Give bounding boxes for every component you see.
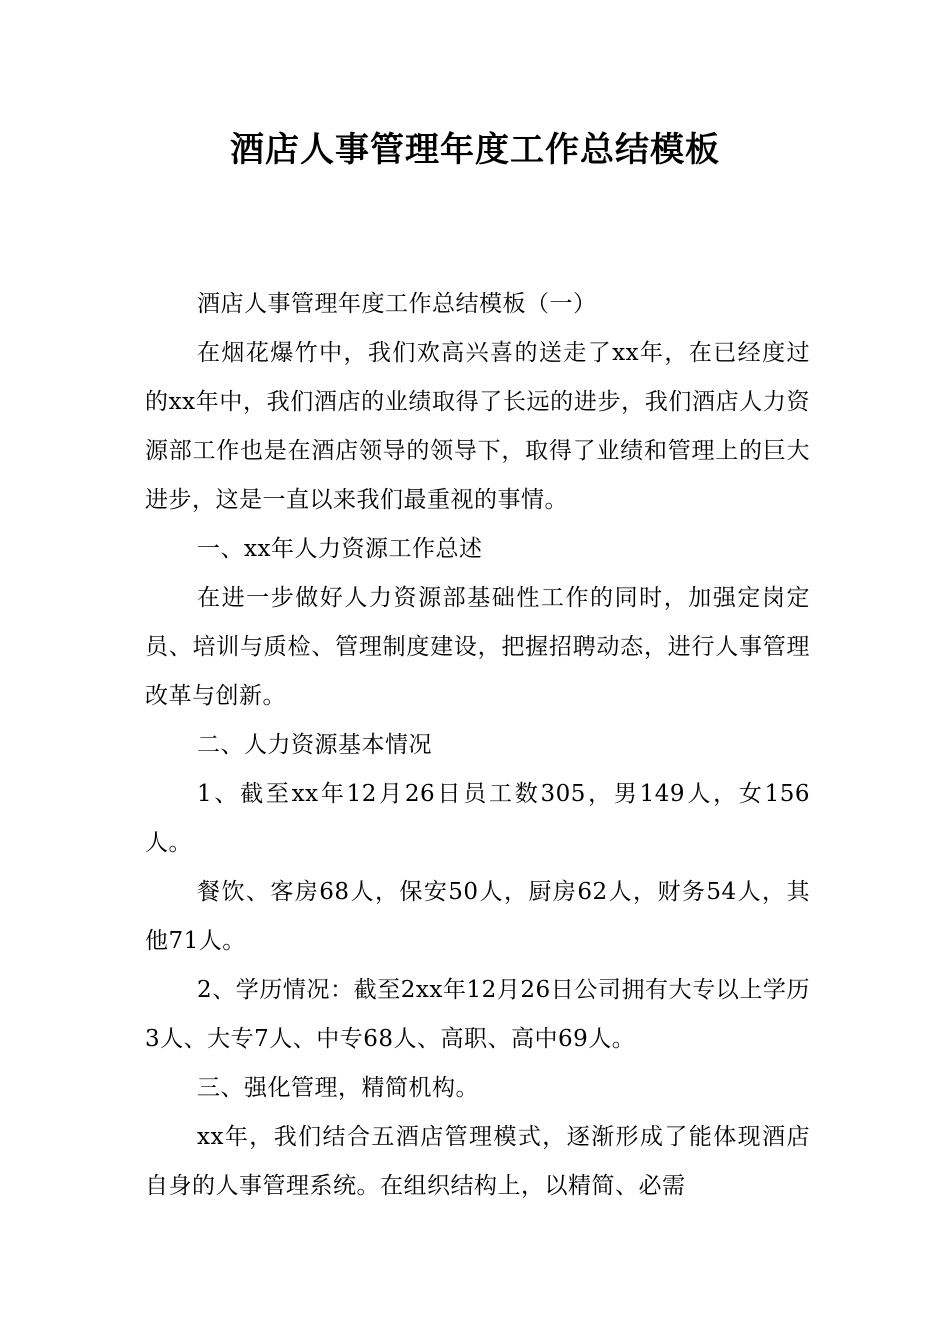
section-heading-management: 三、强化管理，精简机构。 — [197, 1075, 479, 1101]
overview-paragraph: 在进一步做好人力资源部基础性工作的同时，加强定岗定员、培训与质检、管理制度建设，把握招聘动态，进行人事管理改革与创新。 — [145, 585, 810, 709]
document-title: 酒店人事管理年度工作总结模板 — [230, 130, 720, 170]
section-heading-basic-situation: 二、人力资源基本情况 — [197, 732, 432, 758]
document-body — [145, 280, 810, 1211]
headcount-paragraph: 1、截至xx年12月26日员工数305，男149人，女156人。 — [145, 781, 810, 856]
department-breakdown-paragraph: 餐饮、客房68人，保安50人，厨房62人，财务54人，其他71人。 — [145, 879, 810, 954]
intro-paragraph: 在烟花爆竹中，我们欢高兴喜的送走了xx年，在已经度过的xx年中，我们酒店的业绩取得了长远的进步，我们酒店人力资源部工作也是在酒店领导的领导下，取得了业绩和管理上的巨大进步，这是一直以来我们最重视的事情。 — [145, 340, 810, 513]
education-paragraph: 2、学历情况：截至2xx年12月26日公司拥有大专以上学历3人、大专7人、中专68人、高职、高中69人。 — [145, 977, 810, 1052]
section-heading-template-one: 酒店人事管理年度工作总结模板（一） — [197, 291, 597, 317]
section-heading-overview: 一、xx年人力资源工作总述 — [197, 536, 483, 562]
management-paragraph: xx年，我们结合五酒店管理模式，逐渐形成了能体现酒店自身的人事管理系统。在组织结构上，以精简、必需 — [145, 1124, 810, 1199]
